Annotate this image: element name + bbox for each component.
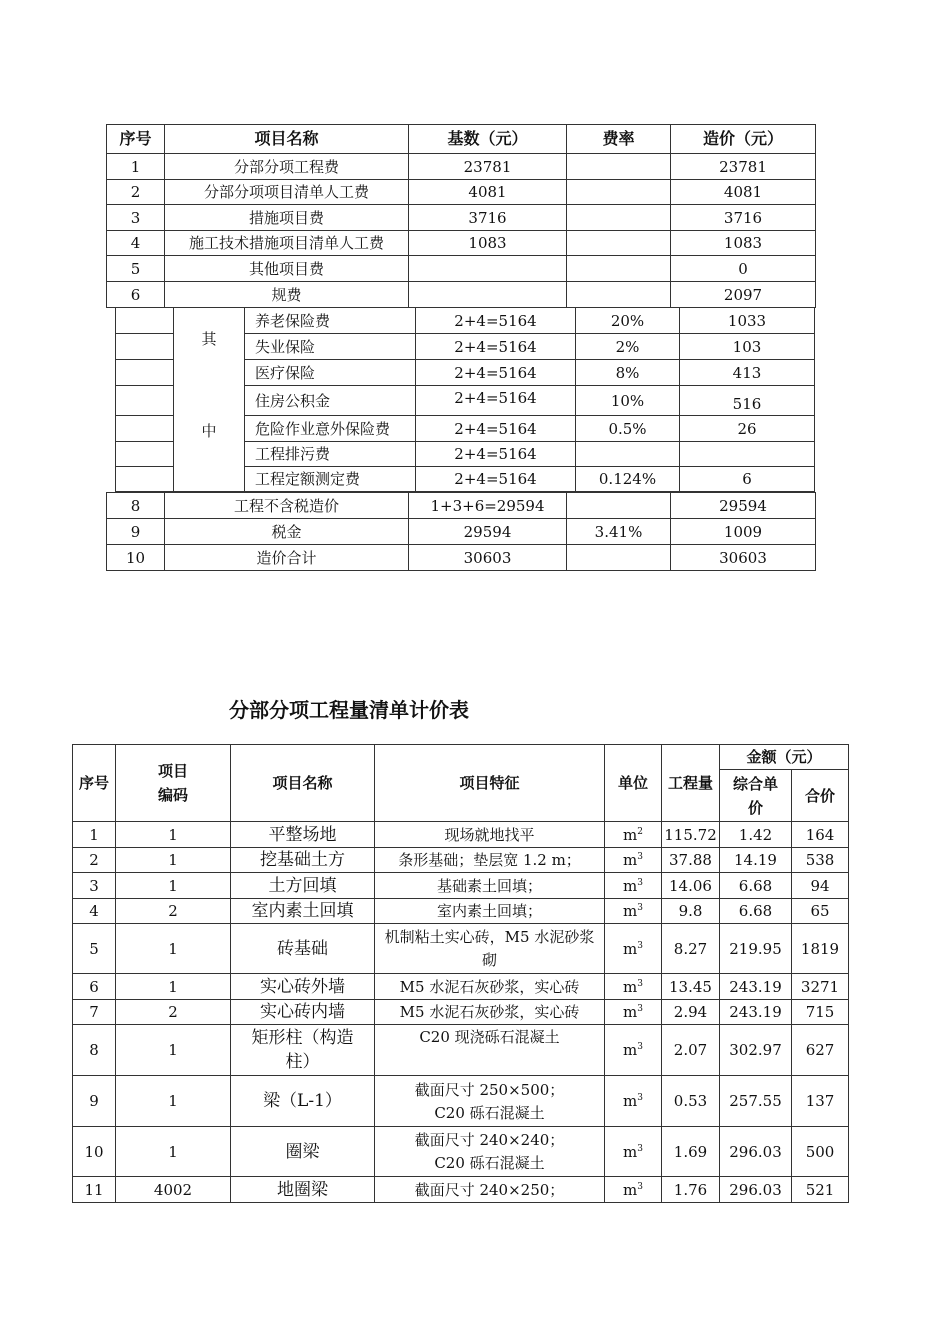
- bill-row: [73, 924, 849, 974]
- bill-name: 圈梁: [231, 1127, 375, 1177]
- bill-no: 8: [73, 1025, 116, 1076]
- row-base: 1083: [409, 231, 567, 256]
- summary-row: [107, 519, 816, 545]
- bill-name: 梁（L-1）: [231, 1076, 375, 1127]
- bill-unit: [605, 1076, 662, 1127]
- bill-no: 6: [73, 974, 116, 1000]
- bill-total: 164: [792, 822, 849, 848]
- breakdown-base: 2+4=5164: [416, 360, 576, 386]
- row-no: 4: [107, 231, 165, 256]
- bill-row: [73, 822, 849, 848]
- bill-unit-price: 14.19: [720, 848, 792, 873]
- blank-cell: [116, 416, 174, 442]
- bill-feature-line1: 截面尺寸 250×500；: [414, 1080, 565, 1099]
- bill-unit-exponent: 3: [637, 1093, 643, 1103]
- row-name: 造价合计: [165, 545, 409, 571]
- label-zhong: 中: [201, 422, 217, 440]
- blank-cell: [116, 386, 174, 416]
- bill-qty: 37.88: [662, 848, 720, 873]
- bill-qty: 8.27: [662, 924, 720, 974]
- bill-total: 65: [792, 899, 849, 924]
- bill-no: 7: [73, 1000, 116, 1025]
- bill-qty: 2.94: [662, 1000, 720, 1025]
- header-no: 序号: [107, 125, 165, 154]
- bill-unit-price: 296.03: [720, 1177, 792, 1203]
- summary-header-row: [107, 125, 816, 154]
- bill-title: 分部分项工程量清单计价表: [229, 698, 469, 722]
- bill-feature-line1: 条形基础；垫层宽 1.2 m；: [398, 851, 581, 869]
- row-rate: 3.41%: [567, 519, 671, 545]
- bill-feature-line1: 截面尺寸 240×240；: [414, 1131, 565, 1149]
- breakdown-base: 2+4=5164: [416, 416, 576, 442]
- bill-header-unit-price-line1: 综合单: [732, 774, 778, 793]
- blank-cell: [116, 334, 174, 360]
- bill-unit-exponent: 2: [637, 826, 643, 837]
- breakdown-cost: 6: [680, 467, 815, 492]
- bill-unit-symbol: m: [623, 977, 638, 996]
- bill-feature: [375, 924, 605, 974]
- bill-unit-symbol: m: [623, 1041, 638, 1059]
- row-cost: 4081: [671, 180, 816, 205]
- bill-header-code: [116, 745, 231, 822]
- summary-row: [107, 256, 816, 282]
- bill-row: [73, 1076, 849, 1127]
- blank-cell: [116, 308, 174, 334]
- bill-total: 137: [792, 1076, 849, 1127]
- row-no: 6: [107, 282, 165, 308]
- row-cost: 23781: [671, 154, 816, 180]
- bill-unit-symbol: m: [623, 939, 638, 958]
- breakdown-rate: 2%: [576, 334, 680, 360]
- bill-feature: [375, 974, 605, 1000]
- header-base: 基数（元）: [409, 125, 567, 154]
- breakdown-name: 养老保险费: [245, 308, 416, 334]
- bill-name: 平整场地: [231, 822, 375, 848]
- row-rate: [567, 231, 671, 256]
- breakdown-base: 2+4=5164: [416, 334, 576, 360]
- bill-unit-price: 219.95: [720, 924, 792, 974]
- bill-qty: 13.45: [662, 974, 720, 1000]
- row-name: 分部分项项目清单人工费: [165, 180, 409, 205]
- breakdown-rate: 0.5%: [576, 416, 680, 442]
- row-cost: 3716: [671, 205, 816, 231]
- bill-header-amount: 金额（元）: [720, 745, 849, 770]
- bill-code: 2: [116, 1000, 231, 1025]
- bill-unit-price: 6.68: [720, 873, 792, 899]
- breakdown-cost: 516: [680, 386, 815, 416]
- breakdown-rate: [576, 442, 680, 467]
- bill-unit: [605, 822, 662, 848]
- summary-row: [107, 545, 816, 571]
- bill-unit-symbol: m: [623, 876, 638, 895]
- bill-unit: [605, 1025, 662, 1076]
- bill-header-name: 项目名称: [231, 745, 375, 822]
- bill-no: 5: [73, 924, 116, 974]
- bill-unit-exponent: 3: [637, 877, 643, 888]
- row-no: 3: [107, 205, 165, 231]
- header-cost: 造价（元）: [671, 125, 816, 154]
- bill-feature-line1: M5 水泥石灰砂浆，实心砖: [399, 1003, 580, 1021]
- bill-unit: [605, 899, 662, 924]
- breakdown-base: 2+4=5164: [416, 442, 576, 467]
- bill-header-code-line2: 编码: [157, 786, 188, 804]
- fee-summary-table: [106, 124, 816, 308]
- bill-feature-line1: 基础素土回填；: [436, 876, 542, 895]
- bill-total: 94: [792, 873, 849, 899]
- bill-row: [73, 1025, 849, 1076]
- bill-unit-price: 243.19: [720, 1000, 792, 1025]
- breakdown-base: 2+4=5164: [416, 386, 576, 416]
- row-rate: [567, 493, 671, 519]
- bill-unit-exponent: 3: [637, 1042, 643, 1052]
- bill-header-feature: 项目特征: [375, 745, 605, 822]
- summary-row: [107, 282, 816, 308]
- row-no: 10: [107, 545, 165, 571]
- bill-body: [73, 822, 849, 1203]
- bill-unit: [605, 1000, 662, 1025]
- bill-header-unit-price: [720, 770, 792, 822]
- bill-feature-line1: 室内素土回填；: [436, 902, 542, 920]
- row-cost: 2097: [671, 282, 816, 308]
- bill-unit-exponent: 3: [637, 852, 643, 862]
- breakdown-base: 2+4=5164: [416, 308, 576, 334]
- header-name: 项目名称: [165, 125, 409, 154]
- bill-unit-symbol: m: [623, 1092, 638, 1110]
- breakdown-name: 医疗保险: [245, 360, 416, 386]
- row-no: 1: [107, 154, 165, 180]
- breakdown-cost: 26: [680, 416, 815, 442]
- bill-code: 1: [116, 974, 231, 1000]
- bill-unit: [605, 974, 662, 1000]
- bill-code: 1: [116, 1127, 231, 1177]
- bill-row: [73, 1127, 849, 1177]
- bill-qty: 9.8: [662, 899, 720, 924]
- bill-qty: 0.53: [662, 1076, 720, 1127]
- row-rate: [567, 256, 671, 282]
- bill-feature-line2: C20 砾石混凝土: [434, 1154, 545, 1172]
- bill-row: [73, 848, 849, 873]
- row-base: 30603: [409, 545, 567, 571]
- bill-feature-line2: 砌: [481, 951, 497, 969]
- bill-feature: [375, 1000, 605, 1025]
- bill-no: 1: [73, 822, 116, 848]
- blank-cell: [116, 467, 174, 492]
- bill-name: 实心砖内墙: [231, 1000, 375, 1025]
- summary-row: [107, 231, 816, 256]
- bill-total: 3271: [792, 974, 849, 1000]
- bill-feature: [375, 1076, 605, 1127]
- summary-row: [107, 205, 816, 231]
- bill-code: 4002: [116, 1177, 231, 1203]
- bill-name: 室内素土回填: [231, 899, 375, 924]
- breakdown-name: 工程排污费: [245, 442, 416, 467]
- row-base: [409, 282, 567, 308]
- bill-unit-symbol: m: [623, 1142, 638, 1161]
- row-base: 23781: [409, 154, 567, 180]
- bill-row: [73, 974, 849, 1000]
- row-rate: [567, 180, 671, 205]
- row-no: 9: [107, 519, 165, 545]
- bill-code: 1: [116, 848, 231, 873]
- breakdown-name: 工程定额测定费: [245, 467, 416, 492]
- row-base: 4081: [409, 180, 567, 205]
- breakdown-cost: 413: [680, 360, 815, 386]
- bill-unit: [605, 1177, 662, 1203]
- row-name: 工程不含税造价: [165, 493, 409, 519]
- bill-feature-line1: 现场就地找平: [444, 825, 535, 844]
- bill-row: [73, 873, 849, 899]
- row-base: [409, 256, 567, 282]
- bill-feature-line1: C20 现浇砾石混凝土: [419, 1028, 560, 1046]
- bill-of-quantities-table: [72, 744, 849, 1203]
- bill-total: 627: [792, 1025, 849, 1076]
- row-cost: 0: [671, 256, 816, 282]
- breakdown-name: 住房公积金: [245, 386, 416, 416]
- bill-unit: [605, 924, 662, 974]
- bill-code: 1: [116, 873, 231, 899]
- breakdown-rate: 20%: [576, 308, 680, 334]
- row-base: 3716: [409, 205, 567, 231]
- bill-unit-price: 1.42: [720, 822, 792, 848]
- bill-unit: [605, 1127, 662, 1177]
- label-qi: 其: [201, 330, 217, 348]
- bill-no: 4: [73, 899, 116, 924]
- row-cost: 29594: [671, 493, 816, 519]
- breakdown-cost: [680, 442, 815, 467]
- breakdown-rate: 0.124%: [576, 467, 680, 492]
- row-cost: 30603: [671, 545, 816, 571]
- bill-unit-symbol: m: [623, 1180, 638, 1199]
- row-no: 2: [107, 180, 165, 205]
- bill-unit-exponent: 3: [637, 978, 643, 989]
- row-rate: [567, 154, 671, 180]
- bill-feature-line1: 截面尺寸 240×250；: [414, 1180, 565, 1199]
- bill-no: 10: [73, 1127, 116, 1177]
- bill-feature: [375, 1127, 605, 1177]
- breakdown-rate: 8%: [576, 360, 680, 386]
- fee-summary-table-bottom: [106, 492, 816, 571]
- summary-row: [107, 154, 816, 180]
- fee-breakdown-table: [115, 307, 815, 492]
- row-name: 规费: [165, 282, 409, 308]
- bill-unit-exponent: 3: [637, 1143, 643, 1154]
- bill-row: [73, 1000, 849, 1025]
- breakdown-cost: 1033: [680, 308, 815, 334]
- bill-name: 矩形柱（构造柱）: [231, 1025, 375, 1076]
- breakdown-cost: 103: [680, 334, 815, 360]
- row-no: 5: [107, 256, 165, 282]
- bill-unit-symbol: m: [623, 825, 638, 844]
- bill-unit-price: 296.03: [720, 1127, 792, 1177]
- bill-name: 地圈梁: [231, 1177, 375, 1203]
- row-name: 税金: [165, 519, 409, 545]
- blank-cell: [116, 360, 174, 386]
- bill-row: [73, 899, 849, 924]
- row-name: 其他项目费: [165, 256, 409, 282]
- bill-unit: [605, 873, 662, 899]
- breakdown-name: 危险作业意外保险费: [245, 416, 416, 442]
- bill-qty: 1.76: [662, 1177, 720, 1203]
- bill-feature-line2: C20 砾石混凝土: [434, 1103, 545, 1122]
- bill-header-unit-price-line2: 价: [747, 798, 763, 817]
- bill-name: 土方回填: [231, 873, 375, 899]
- row-rate: [567, 205, 671, 231]
- bill-row: [73, 1177, 849, 1203]
- bill-header-total: 合价: [792, 770, 849, 822]
- bill-name: 砖基础: [231, 924, 375, 974]
- bill-code: 2: [116, 899, 231, 924]
- bill-total: 521: [792, 1177, 849, 1203]
- row-rate: [567, 545, 671, 571]
- row-name: 分部分项工程费: [165, 154, 409, 180]
- breakdown-rate: 10%: [576, 386, 680, 416]
- bill-unit-price: 302.97: [720, 1025, 792, 1076]
- row-rate: [567, 282, 671, 308]
- bill-unit-exponent: 3: [637, 940, 643, 951]
- bill-header-qty: 工程量: [662, 745, 720, 822]
- row-cost: 1083: [671, 231, 816, 256]
- bill-code: 1: [116, 822, 231, 848]
- bill-unit-exponent: 3: [637, 903, 643, 913]
- summary-row: [107, 493, 816, 519]
- bill-total: 538: [792, 848, 849, 873]
- row-base: 1+3+6=29594: [409, 493, 567, 519]
- bill-unit-symbol: m: [623, 1003, 638, 1021]
- bill-no: 11: [73, 1177, 116, 1203]
- summary-row: [107, 180, 816, 205]
- bill-code: 1: [116, 1025, 231, 1076]
- bill-code: 1: [116, 924, 231, 974]
- breakdown-label: [174, 308, 245, 492]
- bill-feature-line1: M5 水泥石灰砂浆，实心砖: [399, 977, 580, 996]
- bill-feature: [375, 1177, 605, 1203]
- row-name: 措施项目费: [165, 205, 409, 231]
- breakdown-name: 失业保险: [245, 334, 416, 360]
- bill-unit-symbol: m: [623, 851, 638, 869]
- bill-feature-line1: 机制粘土实心砖，M5 水泥砂浆: [384, 928, 595, 946]
- bill-feature: [375, 822, 605, 848]
- breakdown-base: 2+4=5164: [416, 467, 576, 492]
- bill-qty: 14.06: [662, 873, 720, 899]
- bill-header-no: 序号: [73, 745, 116, 822]
- row-cost: 1009: [671, 519, 816, 545]
- bill-code: 1: [116, 1076, 231, 1127]
- bill-header-code-line1: 项目: [157, 762, 188, 780]
- bill-feature: [375, 1025, 605, 1076]
- bill-no: 3: [73, 873, 116, 899]
- bill-qty: 1.69: [662, 1127, 720, 1177]
- breakdown-row: [116, 308, 815, 334]
- bill-unit-exponent: 3: [637, 1181, 643, 1192]
- bill-name: 挖基础土方: [231, 848, 375, 873]
- bill-unit-price: 6.68: [720, 899, 792, 924]
- blank-cell: [116, 442, 174, 467]
- bill-unit-symbol: m: [623, 902, 638, 920]
- bill-total: 715: [792, 1000, 849, 1025]
- bill-feature: [375, 873, 605, 899]
- row-no: 8: [107, 493, 165, 519]
- bill-unit-price: 257.55: [720, 1076, 792, 1127]
- row-name: 施工技术措施项目清单人工费: [165, 231, 409, 256]
- bill-header-row: [73, 745, 849, 770]
- bill-qty: 2.07: [662, 1025, 720, 1076]
- bill-header-unit: 单位: [605, 745, 662, 822]
- bill-qty: 115.72: [662, 822, 720, 848]
- bill-no: 2: [73, 848, 116, 873]
- bill-total: 1819: [792, 924, 849, 974]
- bill-unit-price: 243.19: [720, 974, 792, 1000]
- header-rate: 费率: [567, 125, 671, 154]
- bill-unit-exponent: 3: [637, 1004, 643, 1014]
- bill-feature: [375, 848, 605, 873]
- bill-total: 500: [792, 1127, 849, 1177]
- bill-feature: [375, 899, 605, 924]
- bill-unit: [605, 848, 662, 873]
- row-base: 29594: [409, 519, 567, 545]
- bill-no: 9: [73, 1076, 116, 1127]
- bill-name: 实心砖外墙: [231, 974, 375, 1000]
